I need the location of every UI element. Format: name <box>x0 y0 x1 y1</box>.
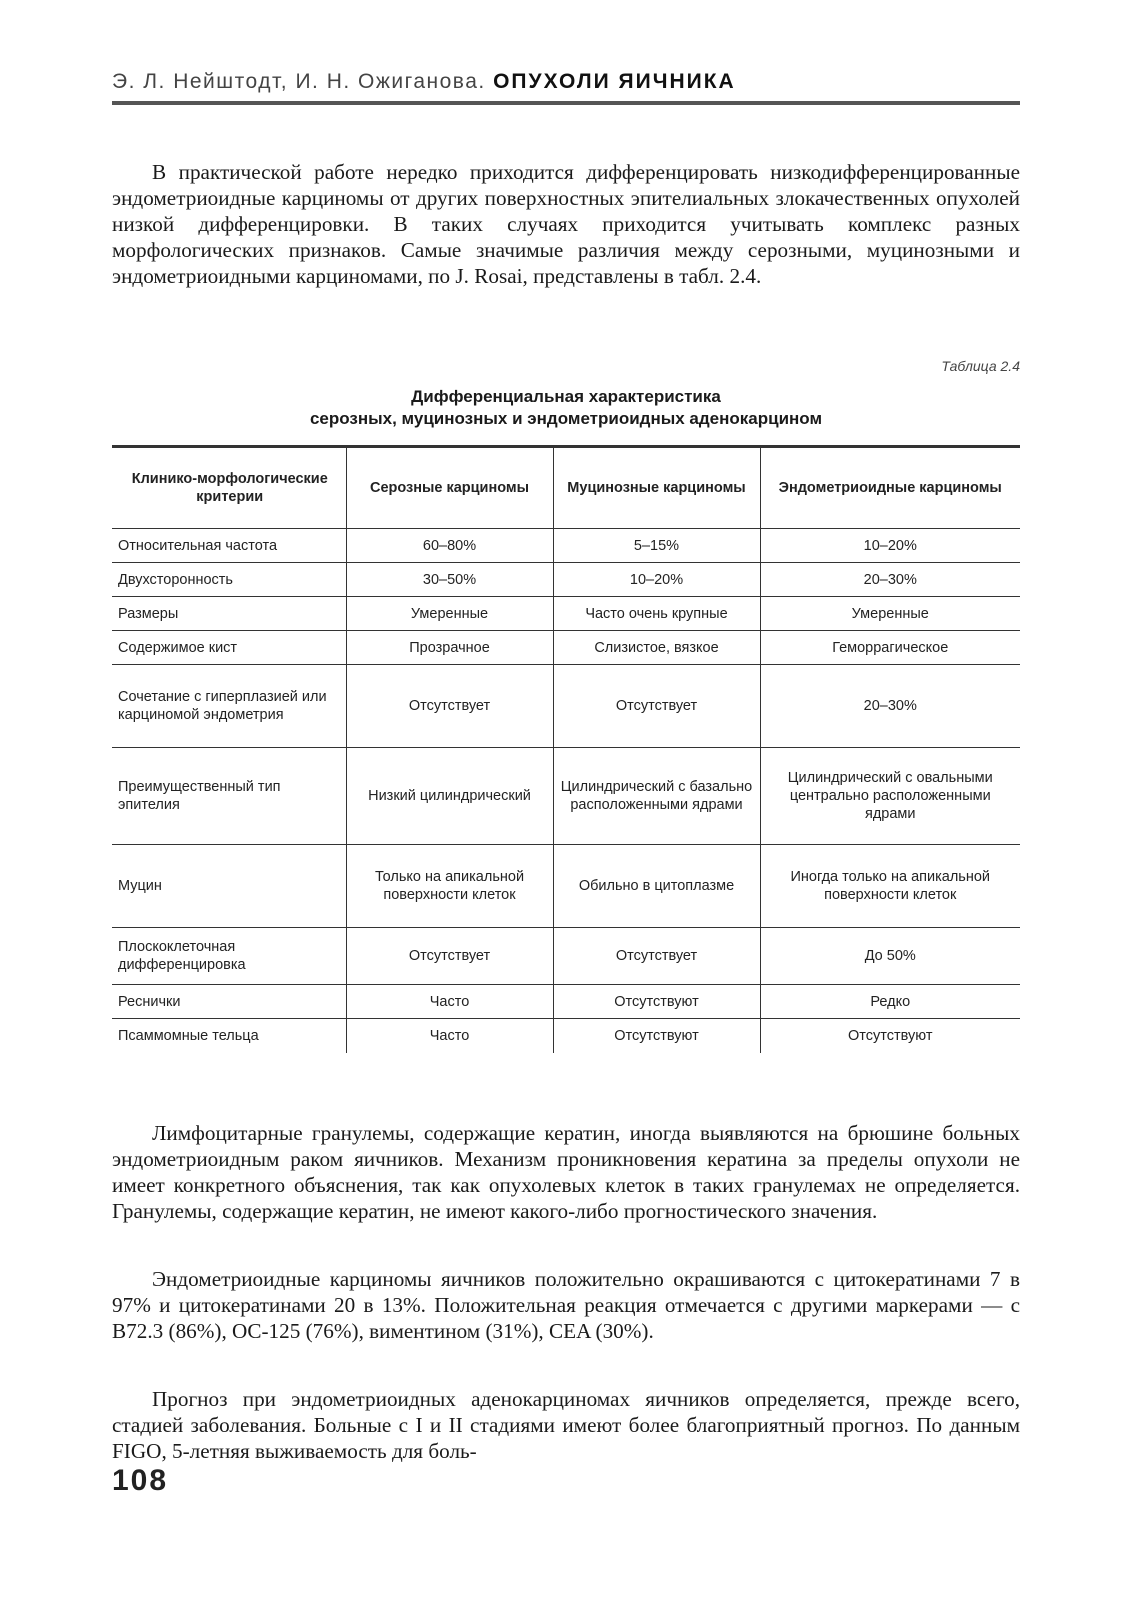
table-cell: Отсутствует <box>346 928 553 985</box>
table-cell: Обильно в цитоплазме <box>553 845 760 928</box>
paragraph-immunohistochemistry <box>112 1266 1020 1344</box>
criterion-cell: Реснички <box>112 985 346 1019</box>
comparison-table <box>112 445 1020 1053</box>
header-book-title: ОПУХОЛИ ЯИЧНИКА <box>493 70 736 93</box>
table-cell: Отсутствует <box>346 665 553 748</box>
table-cell: Отсутствует <box>553 928 760 985</box>
table-cell: До 50% <box>760 928 1020 985</box>
table-row <box>112 748 1020 845</box>
table-row <box>112 563 1020 597</box>
criterion-cell: Относительная частота <box>112 529 346 563</box>
table-cell: Редко <box>760 985 1020 1019</box>
table-row <box>112 597 1020 631</box>
paragraph-granulomas-text: Лимфоцитарные гранулемы, содержащие кератин, иногда выявляются на брюшине больных эндометриоидным раком яичников. Механизм проникновения кератина за пределы опухоли не имеет конкретного объяснения, так как опухолевых клеток в таких гранулемах не определяется. Гранулемы, содержащие кератин, не имеют какого-либо прогностического значения. <box>112 1121 1020 1223</box>
table-cell: 10–20% <box>760 529 1020 563</box>
table-number-label: Таблица 2.4 <box>941 358 1020 374</box>
table-cell: Отсутствуют <box>553 985 760 1019</box>
header-cell: Клинико-морфологические критерии <box>112 447 346 529</box>
table-row <box>112 1019 1020 1054</box>
table-cell: Отсутствуют <box>553 1019 760 1054</box>
table-row <box>112 665 1020 748</box>
table-cell: Умеренные <box>346 597 553 631</box>
table-cell: 5–15% <box>553 529 760 563</box>
paragraph-granulomas <box>112 1120 1020 1224</box>
table-row <box>112 529 1020 563</box>
table-cell: Слизистое, вязкое <box>553 631 760 665</box>
table-row <box>112 845 1020 928</box>
header-cell: Серозные карциномы <box>346 447 553 529</box>
table-cell: Умеренные <box>760 597 1020 631</box>
table-cell: Только на апикальной поверхности клеток <box>346 845 553 928</box>
running-header <box>112 70 1020 94</box>
criterion-cell: Содержимое кист <box>112 631 346 665</box>
paragraph-intro-text: В практической работе нередко приходится дифференцировать низкодифференцированные эндометриоидные карциномы от других поверхностных эпителиальных злокачественных опухолей низкой дифференцировки. В таких случаях приходится учитывать комплекс разных морфологических признаков. Самые значимые различия между серозными, муцинозными и эндометриоидными карциномами, по J. Rosai, представлены в табл. 2.4. <box>112 160 1020 288</box>
table-cell: 60–80% <box>346 529 553 563</box>
header-authors: Э. Л. Нейштодт, И. Н. Ожиганова. <box>112 70 486 93</box>
paragraph-prognosis <box>112 1386 1020 1464</box>
paragraph-immunohistochemistry-text: Эндометриоидные карциномы яичников положительно окрашиваются с цитокератинами 7 в 97% и цитокератинами 20 в 13%. Положительная реакция отмечается с другими маркерами — с B72.3 (86%), OC-125 (76%), виментином (31%), CEA (30%). <box>112 1267 1020 1343</box>
header-cell: Муцинозные карциномы <box>553 447 760 529</box>
table-cell: Часто <box>346 985 553 1019</box>
table-cell: 20–30% <box>760 665 1020 748</box>
criterion-cell: Псаммомные тельца <box>118 1028 259 1044</box>
header-cell: Эндометриоидные карциномы <box>760 447 1020 529</box>
page-number: 108 <box>112 1464 169 1497</box>
table-cell: Геморрагическое <box>760 631 1020 665</box>
table-title-line-2: серозных, муцинозных и эндометриоидных аденокарцином <box>309 409 823 428</box>
table-cell: Цилиндрический с овальными центрально расположенными ядрами <box>760 748 1020 845</box>
criterion-cell: Преимущественный тип эпителия <box>112 748 346 845</box>
table-title <box>112 386 1020 430</box>
criterion-cell: Размеры <box>112 597 346 631</box>
criterion-cell: Плоскоклеточная дифференцировка <box>112 928 346 985</box>
table-title-line-1: Дифференциальная характеристика <box>411 387 721 406</box>
table-cell: 10–20% <box>553 563 760 597</box>
criterion-cell: Двухсторонность <box>112 563 346 597</box>
criterion-cell: Сочетание с гиперплазией или карциномой эндометрия <box>112 665 346 748</box>
table-cell: Отсутствует <box>553 665 760 748</box>
table-cell: 20–30% <box>760 563 1020 597</box>
paragraph-prognosis-text: Прогноз при эндометриоидных аденокарциномах яичников определяется, прежде всего, стадией заболевания. Больные с I и II стадиями имеют более благоприятный прогноз. По данным FIGO, 5-летняя выживаемость для боль- <box>112 1387 1020 1463</box>
header-divider <box>112 101 1020 105</box>
table-header-row <box>112 447 1020 529</box>
table-row <box>112 985 1020 1019</box>
table-row <box>112 928 1020 985</box>
table-cell: Часто очень крупные <box>553 597 760 631</box>
table-cell: Часто <box>346 1019 553 1054</box>
criterion-cell: Муцин <box>112 845 346 928</box>
table-cell: Низкий цилиндрический <box>346 748 553 845</box>
table-cell: Отсутствуют <box>760 1019 1020 1054</box>
table-cell: 30–50% <box>346 563 553 597</box>
table-cell: Цилиндрический с базально расположенными ядрами <box>553 748 760 845</box>
table-row <box>112 631 1020 665</box>
table-cell: Прозрачное <box>346 631 553 665</box>
table-cell: Иногда только на апикальной поверхности клеток <box>760 845 1020 928</box>
paragraph-intro <box>112 159 1020 289</box>
